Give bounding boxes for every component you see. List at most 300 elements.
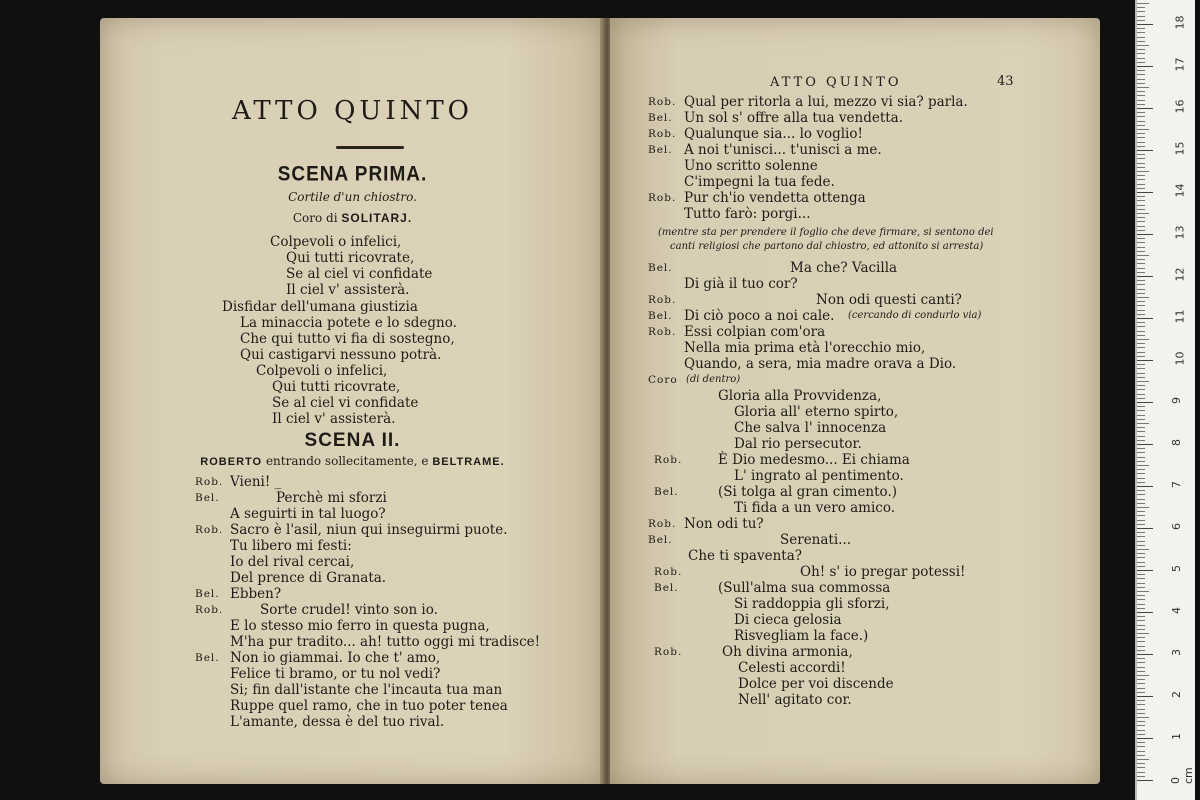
dialogue-line: Io del rival cercai,	[230, 554, 355, 570]
ruler-tick	[1137, 654, 1153, 655]
ruler-tick	[1137, 251, 1145, 252]
dialogue-line: Di ciò poco a noi cale.	[684, 308, 835, 324]
ruler-tick	[1137, 629, 1145, 630]
ruler-tick	[1137, 259, 1145, 260]
ruler-tick	[1137, 158, 1145, 159]
ruler-number: 15	[1173, 141, 1187, 156]
dialogue-line: Serenati...	[780, 532, 852, 548]
ruler-tick	[1137, 368, 1145, 369]
ruler-tick	[1137, 192, 1153, 193]
dialogue-line: (Sull'alma sua commossa	[718, 580, 891, 596]
ruler-tick	[1137, 494, 1145, 495]
dialogue-line: Tu libero mi festi:	[230, 538, 352, 554]
speaker-label: Bel.	[648, 310, 673, 322]
ruler-tick	[1137, 11, 1145, 12]
dialogue-line: (Si tolga al gran cimento.)	[718, 484, 898, 500]
speaker-label: Rob.	[648, 192, 677, 204]
ruler-tick	[1137, 343, 1145, 344]
ruler-tick	[1137, 524, 1145, 525]
ruler-tick	[1137, 293, 1145, 294]
ruler-tick	[1137, 213, 1149, 214]
ruler-unit-label: 0 cm	[1169, 767, 1195, 784]
ruler-tick	[1137, 116, 1145, 117]
ruler-tick	[1137, 37, 1145, 38]
chorus-line: Se al ciel vi confidate	[286, 266, 433, 282]
ruler-tick	[1137, 776, 1145, 777]
ruler-tick	[1137, 700, 1145, 701]
dialogue-line: Un sol s' offre alla tua vendetta.	[684, 110, 904, 126]
ruler-number: 8	[1170, 439, 1183, 446]
ruler-number: 12	[1173, 267, 1187, 282]
chorus-name: SOLITARJ.	[341, 211, 413, 225]
ruler-tick	[1137, 230, 1145, 231]
ruler-tick	[1137, 696, 1153, 697]
chorus-line: Il ciel v' assisterà.	[272, 411, 396, 427]
ruler-number: 6	[1170, 523, 1183, 530]
chorus-line: Qui tutti ricovrate,	[272, 379, 401, 395]
dialogue-line: È Dio medesmo... Ei chiama	[718, 452, 910, 468]
ruler-tick	[1137, 142, 1145, 143]
ruler-tick	[1137, 314, 1145, 315]
ruler-tick	[1137, 725, 1145, 726]
ruler-tick	[1137, 394, 1145, 395]
ruler-tick	[1137, 406, 1145, 407]
ruler-tick	[1137, 692, 1145, 693]
dialogue-line: Qualunque sia... lo voglio!	[684, 126, 863, 142]
ruler-tick	[1137, 272, 1145, 273]
ruler-tick	[1137, 41, 1145, 42]
ruler-tick	[1137, 104, 1145, 105]
ruler-tick	[1137, 478, 1145, 479]
ruler-tick	[1137, 520, 1145, 521]
ruler-tick	[1137, 713, 1145, 714]
ruler-tick	[1137, 70, 1145, 71]
dialogue-line: Sorte crudel! vinto son io.	[260, 602, 438, 618]
dialogue-line: Oh divina armonia,	[722, 644, 853, 660]
chorus-line: Che salva l' innocenza	[734, 420, 887, 436]
ruler-tick	[1137, 310, 1145, 311]
ruler-tick	[1137, 347, 1145, 348]
ruler-tick	[1137, 587, 1145, 588]
page-number: 43	[997, 74, 1014, 89]
speaker-label: Bel.	[195, 652, 220, 664]
ruler-tick	[1137, 675, 1149, 676]
ruler-tick	[1137, 671, 1145, 672]
ruler-tick	[1137, 305, 1145, 306]
ruler-tick	[1137, 32, 1145, 33]
dialogue-line: Perchè mi sforzi	[276, 490, 387, 506]
ruler-tick	[1137, 637, 1145, 638]
dialogue-line: Di cieca gelosia	[734, 612, 842, 628]
ruler-tick	[1137, 74, 1145, 75]
ruler-tick	[1137, 738, 1153, 739]
chorus-line: Il ciel v' assisterà.	[286, 282, 410, 298]
scene1-title: SCENA PRIMA.	[277, 162, 428, 186]
ruler-tick	[1137, 276, 1153, 277]
ruler-tick	[1137, 662, 1145, 663]
ruler-tick	[1137, 541, 1145, 542]
dialogue-line: Del prence di Granata.	[230, 570, 387, 586]
dialogue-line: Si; fin dall'istante che l'incauta tua man	[230, 682, 503, 698]
ruler-tick	[1137, 326, 1145, 327]
ruler-tick	[1137, 532, 1145, 533]
chorus-line: Se al ciel vi confidate	[272, 395, 419, 411]
ruler-tick	[1137, 759, 1149, 760]
ruler-tick	[1137, 683, 1145, 684]
ruler-tick	[1137, 175, 1145, 176]
open-book	[100, 18, 1100, 784]
chorus-line: Colpevoli o infelici,	[270, 234, 402, 250]
dialogue-line: Non odi tu?	[684, 516, 764, 532]
ruler-tick	[1137, 633, 1149, 634]
stage-direction: (mentre sta per prendere il foglio che deve firmare, si sentono dei	[658, 227, 994, 238]
ruler-tick	[1137, 570, 1153, 571]
ruler-tick	[1137, 549, 1149, 550]
speaker-label: Rob.	[195, 524, 224, 536]
ruler-tick	[1137, 625, 1145, 626]
ruler-tick	[1137, 284, 1145, 285]
ruler-tick	[1137, 704, 1145, 705]
ruler-tick	[1137, 448, 1145, 449]
ruler-tick	[1137, 604, 1145, 605]
dialogue-line: Tutto farò: porgi...	[684, 206, 811, 222]
ruler-number: 10	[1173, 351, 1187, 366]
speaker-label: Rob.	[654, 566, 683, 578]
ruler-tick	[1137, 7, 1145, 8]
dialogue-line: Qual per ritorla a lui, mezzo vi sia? parla.	[684, 94, 968, 110]
scene-setting: Cortile d'un chiostro.	[288, 190, 417, 204]
speaker-label: Bel.	[648, 262, 673, 274]
ruler-tick	[1137, 280, 1145, 281]
ruler-tick	[1137, 154, 1145, 155]
ruler-tick	[1137, 515, 1145, 516]
ruler-number: 18	[1173, 15, 1187, 30]
ruler-tick	[1137, 217, 1145, 218]
ruler-tick	[1137, 24, 1153, 25]
ruler-tick	[1137, 688, 1145, 689]
chorus-prefix: Coro di	[292, 211, 338, 225]
ruler-tick	[1137, 444, 1153, 445]
ruler-tick	[1137, 486, 1153, 487]
ruler-tick	[1137, 331, 1145, 332]
ruler-tick	[1137, 263, 1145, 264]
ruler-tick	[1137, 377, 1145, 378]
chorus-line: Qui tutti ricovrate,	[286, 250, 415, 266]
right-page	[610, 18, 1100, 784]
ruler-tick	[1137, 221, 1145, 222]
ruler-tick	[1137, 179, 1145, 180]
ruler-tick	[1137, 398, 1145, 399]
ruler-tick	[1137, 28, 1145, 29]
ruler-tick	[1137, 62, 1145, 63]
ruler-tick	[1137, 620, 1145, 621]
ruler-tick	[1137, 595, 1145, 596]
ruler-tick	[1137, 205, 1145, 206]
ruler-tick	[1137, 163, 1145, 164]
ruler-tick	[1137, 419, 1145, 420]
dialogue-line: Nella mia prima età l'orecchio mio,	[684, 340, 926, 356]
ruler-tick	[1137, 91, 1145, 92]
ruler-tick	[1137, 184, 1145, 185]
ruler-number: 9	[1170, 397, 1183, 404]
ruler-tick	[1137, 3, 1149, 4]
ruler-number: 11	[1173, 309, 1187, 324]
ruler-tick	[1137, 415, 1145, 416]
ruler-tick	[1137, 83, 1145, 84]
dialogue-line: E lo stesso mio ferro in questa pugna,	[230, 618, 490, 634]
ruler-tick	[1137, 528, 1153, 529]
speaker-label: Bel.	[195, 492, 220, 504]
title-rule	[336, 146, 404, 149]
scene2-entry	[100, 454, 605, 468]
ruler-tick	[1137, 751, 1145, 752]
dialogue-line: Non odi questi canti?	[816, 292, 962, 308]
ruler-tick	[1137, 234, 1153, 235]
speaker-label: Bel.	[648, 112, 673, 124]
running-header: ATTO QUINTO	[770, 75, 902, 90]
ruler-number: 14	[1173, 183, 1187, 198]
ruler-number: 4	[1170, 607, 1183, 614]
ruler-tick	[1137, 49, 1145, 50]
ruler-tick	[1137, 402, 1153, 403]
ruler-tick	[1137, 746, 1145, 747]
ruler-tick	[1137, 20, 1145, 21]
ruler-tick	[1137, 511, 1145, 512]
ruler-tick	[1137, 473, 1145, 474]
ruler-tick	[1137, 427, 1145, 428]
ruler-tick	[1137, 339, 1149, 340]
act-title: ATTO QUINTO	[231, 96, 473, 126]
ruler-tick	[1137, 482, 1145, 483]
ruler-tick	[1137, 709, 1145, 710]
ruler-tick	[1137, 167, 1145, 168]
speaker-label: Bel.	[654, 582, 679, 594]
ruler-number: 1	[1170, 733, 1183, 740]
ruler-tick	[1137, 566, 1145, 567]
dialogue-line: Quando, a sera, mia madre orava a Dio.	[684, 356, 957, 372]
ruler-tick	[1137, 247, 1145, 248]
dialogue-line: Vieni! _	[230, 474, 282, 490]
entry-name-beltrame: BELTRAME.	[432, 456, 505, 468]
ruler-tick	[1137, 465, 1149, 466]
ruler-tick	[1137, 461, 1145, 462]
ruler-tick	[1137, 545, 1145, 546]
dialogue-line: A seguirti in tal luogo?	[230, 506, 386, 522]
ruler-tick	[1137, 553, 1145, 554]
ruler-tick	[1137, 612, 1153, 613]
scene2-title: SCENA II.	[304, 430, 401, 451]
speaker-label: Rob.	[654, 454, 683, 466]
chorus-heading	[100, 211, 605, 225]
ruler-tick	[1137, 452, 1145, 453]
ruler-tick	[1137, 667, 1145, 668]
ruler-tick	[1137, 121, 1145, 122]
ruler-tick	[1137, 507, 1149, 508]
ruler-tick	[1137, 255, 1149, 256]
ruler-tick	[1137, 591, 1149, 592]
chorus-line: Qui castigarvi nessuno potrà.	[240, 347, 442, 363]
ruler-tick	[1137, 188, 1145, 189]
ruler-tick	[1137, 650, 1145, 651]
ruler-number: 17	[1173, 57, 1187, 72]
ruler-number: 13	[1173, 225, 1187, 240]
speaker-label: Bel.	[654, 486, 679, 498]
dialogue-line: Oh! s' io pregar potessi!	[800, 564, 966, 580]
ruler-tick	[1137, 616, 1145, 617]
ruler-tick	[1137, 125, 1145, 126]
dialogue-line: Felice ti bramo, or tu nol vedi?	[230, 666, 441, 682]
dialogue-line: Risvegliam la face.)	[734, 628, 869, 644]
ruler-tick	[1137, 137, 1145, 138]
ruler-tick	[1137, 100, 1145, 101]
chorus-line: Dal rio persecutor.	[734, 436, 862, 452]
ruler-tick	[1137, 53, 1145, 54]
ruler-tick	[1137, 583, 1145, 584]
dialogue-line: Ruppe quel ramo, che in tuo poter tenea	[230, 698, 508, 714]
dialogue-line: Essi colpian com'ora	[684, 324, 826, 340]
ruler-tick	[1137, 755, 1145, 756]
ruler-tick	[1137, 150, 1153, 151]
ruler-tick	[1137, 373, 1145, 374]
ruler-tick	[1137, 66, 1153, 67]
ruler-tick	[1137, 772, 1145, 773]
dialogue-line: Uno scritto solenne	[684, 158, 818, 174]
speaker-label: Rob.	[648, 96, 677, 108]
ruler-tick	[1137, 364, 1145, 365]
ruler-tick	[1137, 209, 1145, 210]
ruler-tick	[1137, 196, 1145, 197]
ruler-tick	[1137, 335, 1145, 336]
ruler-tick	[1137, 389, 1145, 390]
ruler-tick	[1137, 734, 1145, 735]
dialogue-line: Ma che? Vacilla	[790, 260, 898, 276]
dialogue-line: Nell' agitato cor.	[738, 692, 852, 708]
ruler-number: 7	[1170, 481, 1183, 488]
ruler-tick	[1137, 356, 1145, 357]
ruler-tick	[1137, 536, 1145, 537]
measuring-ruler	[1135, 0, 1195, 800]
ruler-tick	[1137, 436, 1145, 437]
speaker-label: Rob.	[648, 294, 677, 306]
speaker-label: Coro	[648, 374, 678, 386]
speaker-label: Rob.	[648, 326, 677, 338]
chorus-line: La minaccia potete e lo sdegno.	[240, 315, 457, 331]
chorus-line: Gloria all' eterno spirto,	[734, 404, 899, 420]
ruler-tick	[1137, 385, 1145, 386]
ruler-tick	[1137, 730, 1145, 731]
dialogue-line: Che ti spaventa?	[688, 548, 802, 564]
dialogue-line: Sacro è l'asil, niun qui inseguirmi puote.	[230, 522, 508, 538]
ruler-tick	[1137, 129, 1149, 130]
speaker-label: Rob.	[195, 476, 224, 488]
stage-direction: (di dentro)	[686, 374, 741, 385]
left-page	[100, 18, 605, 784]
ruler-number: 3	[1170, 649, 1183, 656]
dialogue-line: Ebben?	[230, 586, 282, 602]
speaker-label: Rob.	[654, 646, 683, 658]
ruler-tick	[1137, 721, 1145, 722]
dialogue-line: L' ingrato al pentimento.	[734, 468, 904, 484]
speaker-label: Rob.	[195, 604, 224, 616]
entry-name-roberto: ROBERTO	[200, 456, 263, 468]
ruler-tick	[1137, 268, 1145, 269]
stage-direction: (cercando di condurlo via)	[848, 310, 982, 321]
ruler-tick	[1137, 112, 1145, 113]
ruler-tick	[1137, 469, 1145, 470]
ruler-tick	[1137, 503, 1145, 504]
ruler-tick	[1137, 780, 1153, 781]
speaker-label: Rob.	[648, 128, 677, 140]
ruler-tick	[1137, 242, 1145, 243]
ruler-tick	[1137, 297, 1149, 298]
speaker-label: Bel.	[195, 588, 220, 600]
dialogue-line: Ti fida a un vero amico.	[734, 500, 896, 516]
speaker-label: Rob.	[648, 518, 677, 530]
chorus-line: Gloria alla Provvidenza,	[718, 388, 882, 404]
dialogue-line: A noi t'unisci... t'unisci a me.	[684, 142, 882, 158]
dialogue-line: Si raddoppia gli sforzi,	[734, 596, 890, 612]
ruler-tick	[1137, 658, 1145, 659]
chorus-line: Colpevoli o infelici,	[256, 363, 388, 379]
ruler-tick	[1137, 87, 1149, 88]
ruler-tick	[1137, 146, 1145, 147]
ruler-tick	[1137, 641, 1145, 642]
dialogue-line: Non io giammai. Io che t' amo,	[230, 650, 441, 666]
ruler-tick	[1137, 499, 1145, 500]
ruler-tick	[1137, 490, 1145, 491]
ruler-tick	[1137, 557, 1145, 558]
ruler-tick	[1137, 599, 1145, 600]
ruler-tick	[1137, 133, 1145, 134]
speaker-label: Bel.	[648, 534, 673, 546]
ruler-tick	[1137, 608, 1145, 609]
ruler-tick	[1137, 763, 1145, 764]
speaker-label: Bel.	[648, 144, 673, 156]
dialogue-line: C'impegni la tua fede.	[684, 174, 835, 190]
chorus-line: Disfidar dell'umana giustizia	[222, 299, 418, 315]
ruler-tick	[1137, 742, 1145, 743]
ruler-number: 5	[1170, 565, 1183, 572]
ruler-tick	[1137, 289, 1145, 290]
ruler-tick	[1137, 200, 1145, 201]
ruler-tick	[1137, 717, 1149, 718]
ruler-tick	[1137, 322, 1145, 323]
ruler-tick	[1137, 381, 1149, 382]
dialogue-line: M'ha pur tradito... ah! tutto oggi mi tradisce!	[230, 634, 541, 650]
ruler-tick	[1137, 562, 1145, 563]
entry-text: entrando sollecitamente, e	[265, 454, 429, 468]
ruler-tick	[1137, 171, 1149, 172]
chorus-line: Che qui tutto vi fia di sostegno,	[240, 331, 455, 347]
ruler-tick	[1137, 646, 1145, 647]
ruler-tick	[1137, 679, 1145, 680]
ruler-tick	[1137, 767, 1145, 768]
ruler-tick	[1137, 352, 1145, 353]
ruler-tick	[1137, 318, 1153, 319]
ruler-tick	[1137, 574, 1145, 575]
ruler-tick	[1137, 423, 1149, 424]
ruler-tick	[1137, 108, 1153, 109]
ruler-tick	[1137, 440, 1145, 441]
ruler-number: 2	[1170, 691, 1183, 698]
ruler-tick	[1137, 457, 1145, 458]
dialogue-line: Celesti accordi!	[738, 660, 846, 676]
ruler-tick	[1137, 45, 1149, 46]
ruler-tick	[1137, 238, 1145, 239]
stage-direction: canti religiosi che partono dal chiostro, ed attonito si arresta)	[670, 241, 984, 252]
dialogue-line: Pur ch'io vendetta ottenga	[684, 190, 866, 206]
dialogue-line: Dolce per voi discende	[738, 676, 894, 692]
